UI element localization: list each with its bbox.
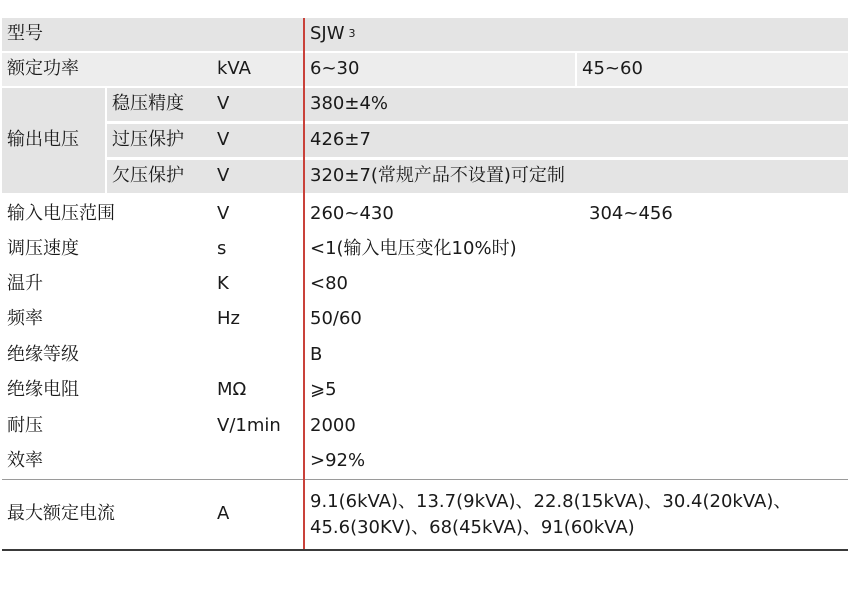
ov-row-value: 320±7(常规产品不设置)可定制 xyxy=(305,160,848,193)
row-value: B xyxy=(310,343,323,365)
row-label: 温升 xyxy=(7,273,43,295)
row-unit: K xyxy=(217,273,229,295)
row-value: 50/60 xyxy=(310,308,362,330)
column-divider xyxy=(105,88,107,193)
row-label: 绝缘等级 xyxy=(7,343,79,365)
row-unit: V xyxy=(217,202,230,224)
row-unit: V/1min xyxy=(217,414,281,436)
max-current-line-1: 9.1(6kVA)、13.7(9kVA)、22.8(15kVA)、30.4(20kVA)、 xyxy=(310,491,792,513)
model-value-main: SJW xyxy=(310,23,345,45)
row-label: 耐压 xyxy=(7,414,43,436)
model-value xyxy=(305,18,848,51)
max-current-values xyxy=(305,480,848,549)
row-divider xyxy=(2,51,848,53)
power-range-b: 45~60 xyxy=(577,53,848,86)
vertical-red-divider xyxy=(303,18,305,551)
power-range-a: 6~30 xyxy=(305,53,575,86)
ov-row-label: 过压保护 xyxy=(107,124,212,157)
row-divider xyxy=(105,122,848,124)
ov-row-unit: V xyxy=(212,124,303,157)
row-divider xyxy=(2,193,848,195)
row-divider xyxy=(2,86,848,88)
ov-row-value: 426±7 xyxy=(305,124,848,157)
max-current-unit: A xyxy=(217,503,230,525)
row-unit xyxy=(212,337,303,373)
row-unit: Hz xyxy=(217,308,240,330)
ov-row-label: 稳压精度 xyxy=(107,88,212,121)
ov-row-unit: V xyxy=(212,160,303,193)
row-unit: MΩ xyxy=(217,379,247,401)
power-unit: kVA xyxy=(212,53,303,86)
row-value: 2000 xyxy=(310,414,356,436)
ov-row-unit: V xyxy=(212,88,303,121)
row-divider xyxy=(105,158,848,160)
row-label: 频率 xyxy=(7,308,43,330)
ov-row-value: 380±4% xyxy=(305,88,848,121)
model-label: 型号 xyxy=(2,18,303,51)
row-divider xyxy=(2,479,848,480)
output-voltage-label: 输出电压 xyxy=(2,88,105,193)
row-value: ⩾5 xyxy=(310,379,337,401)
power-label: 额定功率 xyxy=(2,53,212,86)
ov-row-label: 欠压保护 xyxy=(107,160,212,193)
column-divider xyxy=(575,53,577,86)
table-bottom-border xyxy=(2,549,848,551)
row-value: 260~430 xyxy=(310,202,394,224)
row-unit xyxy=(212,444,303,479)
row-label: 绝缘电阻 xyxy=(7,379,79,401)
row-value: >92% xyxy=(310,450,366,472)
max-current-line-2: 45.6(30KV)、68(45kVA)、91(60kVA) xyxy=(310,516,635,538)
row-value-b: 304~456 xyxy=(589,202,673,224)
row-label: 效率 xyxy=(7,450,43,472)
spec-table xyxy=(2,18,848,551)
model-value-sub: 3 xyxy=(348,27,356,41)
row-value: <1(输入电压变化10%时) xyxy=(310,238,517,260)
row-label: 调压速度 xyxy=(7,238,79,260)
row-unit: s xyxy=(217,238,227,260)
row-label: 输入电压范围 xyxy=(7,202,115,224)
max-current-label: 最大额定电流 xyxy=(7,503,115,525)
row-value: <80 xyxy=(310,273,348,295)
